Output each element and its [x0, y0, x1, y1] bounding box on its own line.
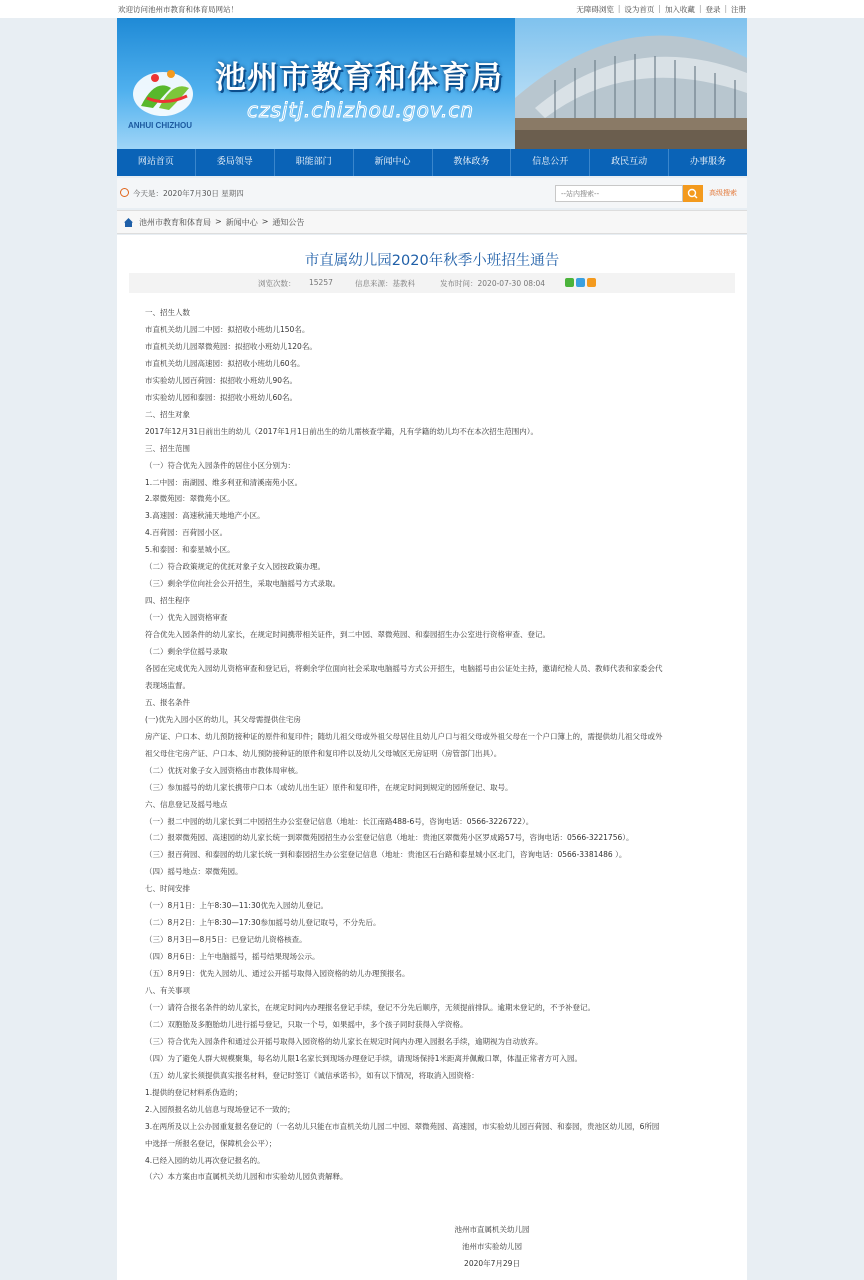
nav-info-public[interactable]: 信息公开: [511, 149, 590, 176]
article-line: 一、招生人数: [145, 308, 190, 317]
top-links: 无障碍浏览 | 设为首页 | 加入收藏 | 登录 | 注册: [576, 4, 746, 14]
article-line: 六、信息登记及摇号地点: [145, 799, 228, 809]
nav-interaction[interactable]: 政民互动: [590, 149, 669, 176]
current-date: 今天是：2020年7月30日 星期四: [133, 189, 244, 198]
article-line: （四）为了避免人群大规模聚集，每名幼儿限1名家长到现场办理登记手续，请现场保持1米距离并佩戴口罩，体温正常者方可入园。: [145, 1053, 583, 1063]
stadium-image: [515, 18, 747, 149]
article-line: （四）8月6日：上午电脑摇号，摇号结果现场公示。: [145, 952, 320, 962]
article-line: （三）报百荷园、和泰园的幼儿家长统一到和泰园招生办公室登记信息（地址：贵池区石台路和泰星城小区北门，咨询电话：0566-3381486 ）。: [145, 850, 627, 860]
article-line: 1.提供的登记材料系伪造的；: [145, 1087, 243, 1097]
set-homepage-link[interactable]: 设为首页: [624, 5, 655, 14]
article-line: 市实验幼儿园和泰园：拟招收小班幼儿60名。: [145, 392, 298, 402]
signature-org-1: 池州市直属机关幼儿园: [454, 1225, 530, 1234]
breadcrumb: [117, 210, 747, 234]
article-line: （一）优先入园资格审查: [145, 613, 228, 623]
article-line: （三）剩余学位向社会公开招生，采取电脑摇号方式录取。: [145, 579, 340, 589]
article-line: （二）剩余学位摇号录取: [145, 647, 228, 656]
views-label: 浏览次数：: [258, 279, 296, 288]
article-line: 三、招生范围: [145, 443, 190, 453]
article-line: 5.和泰园：和泰星城小区。: [145, 545, 235, 555]
article-signature: [417, 1221, 567, 1272]
nav-home[interactable]: 网站首页: [117, 149, 196, 176]
breadcrumb-sep: >: [215, 217, 222, 226]
article-line: （五）幼儿家长须提供真实报名材料，登记时签订《诚信承诺书》，如有以下情况，将取消入园资格：: [145, 1070, 479, 1080]
advanced-search-link[interactable]: 高级搜索: [709, 189, 737, 197]
signature-org-2: 池州市实验幼儿园: [462, 1242, 522, 1251]
search-button[interactable]: [683, 185, 703, 202]
weibo-share-icon[interactable]: [576, 278, 585, 287]
login-link[interactable]: 登录: [705, 5, 721, 14]
article-line: 3.高速园：高速秋浦天地地产小区。: [145, 511, 265, 521]
article-line: （一）报二中园的幼儿家长到二中园招生办公室登记信息（地址：长江南路488-6号，咨询电话：0566-3226722）。: [145, 816, 534, 826]
article-line: 市实验幼儿园百荷园：拟招收小班幼儿90名。: [145, 375, 298, 385]
site-domain: czsjtj.chizhou.gov.cn: [247, 98, 475, 122]
article-line: （一）符合优先入园条件的居住小区分别为：: [145, 460, 295, 470]
search-input[interactable]: [555, 185, 683, 202]
article-line: 各园在完成优先入园幼儿资格审查和登记后，将剩余学位面向社会采取电脑摇号方式公开招生，电脑摇号由公证处主持，邀请纪检人员、教师代表和家委会代: [145, 663, 663, 673]
article-source: 信息来源：基教科: [355, 279, 415, 288]
article-line: 2.翠微苑园：翠微苑小区。: [145, 494, 235, 504]
article-line: 中选择一所报名登记，保障机会公平）；: [145, 1138, 277, 1148]
views-count: 15257: [309, 278, 333, 287]
welcome-text: 欢迎访问池州市教育和体育局网站！: [118, 5, 238, 14]
article-line: 二、招生对象: [145, 409, 190, 419]
article-line: （二）双胞胎及多胞胎幼儿进行摇号登记，只取一个号，如果摇中，多个孩子同时获得入学资格。: [145, 1019, 468, 1029]
breadcrumb-news[interactable]: 新闻中心: [225, 218, 258, 227]
register-link[interactable]: 注册: [731, 5, 746, 14]
article-line: 符合优先入园条件的幼儿家长，在规定时间携带相关证件，到二中园、翠微苑园、和泰园招生办公室进行资格审查、登记。: [145, 630, 550, 640]
article-line: （二）报翠微苑园、高速园的幼儿家长统一到翠微苑园招生办公室登记信息（地址：贵池区翠微苑小区罗成路57号，咨询电话：0566-3221756）。: [145, 833, 634, 843]
wechat-share-icon[interactable]: [565, 278, 574, 287]
home-icon: [123, 217, 134, 228]
article-line: 1.二中园：南湖园、维多利亚和清溪南苑小区。: [145, 477, 303, 487]
nav-affairs[interactable]: 教体政务: [433, 149, 512, 176]
article-line: （三）参加摇号的幼儿家长携带户口本（或幼儿出生证）原件和复印件，在规定时间到规定的园所登记、取号。: [145, 782, 513, 792]
article-line: (一)优先入园小区的幼儿，其父母需提供住宅房: [145, 714, 301, 724]
article-line: 祖父母住宅房产证、户口本、幼儿预防接种证的原件和复印件以及幼儿父母城区无房证明（房管部门出具）。: [145, 748, 502, 758]
article-line: （一）请符合报名条件的幼儿家长，在规定时间内办理报名登记手续，登记不分先后顺序，无须提前排队。逾期未登记的，不予补登记。: [145, 1002, 595, 1012]
favorite-share-icon[interactable]: [587, 278, 596, 287]
article-line: 市直机关幼儿园翠微苑园：拟招收小班幼儿120名。: [145, 341, 317, 351]
article-line: （三）8月3日—8月5日：已登记幼儿资格核查。: [145, 935, 307, 945]
article-panel: [117, 235, 747, 1280]
article-line: （五）8月9日：优先入园幼儿、通过公开摇号取得入园资格的幼儿办理预报名。: [145, 969, 410, 979]
top-bar: [0, 0, 864, 18]
nav-leadership[interactable]: 委局领导: [196, 149, 275, 176]
article-line: 4.已经入园的幼儿再次登记报名的。: [145, 1155, 265, 1165]
article-line: 四、招生程序: [145, 596, 190, 606]
article-line: 2017年12月31日前出生的幼儿（2017年1月1日前出生的幼儿需核查学籍，凡有学籍的幼儿均不在本次招生范围内）。: [145, 426, 539, 436]
article-line: 3.在两所及以上公办园重复报名登记的（一名幼儿只能在市直机关幼儿园二中园、翠微苑园、高速园，市实验幼儿园百荷园、和泰园，贵池区幼儿园，6所园: [145, 1121, 660, 1131]
date-search-bar: [117, 178, 747, 208]
main-nav: [117, 149, 747, 176]
search-icon: [683, 185, 703, 202]
site-banner: [117, 18, 747, 149]
article-line: （六）本方案由市直属机关幼儿园和市实验幼儿园负责解释。: [145, 1172, 348, 1182]
article-line: 市直机关幼儿园二中园：拟招收小班幼儿150名。: [145, 324, 310, 334]
article-line: （四）摇号地点：翠微苑园。: [145, 867, 243, 877]
article-line: 市直机关幼儿园高速园：拟招收小班幼儿60名。: [145, 358, 305, 368]
breadcrumb-home[interactable]: 池州市教育和体育局: [139, 218, 211, 227]
logo-text: ANHUI CHIZHOU: [128, 121, 192, 130]
site-logo[interactable]: [125, 58, 207, 133]
article-line: 4.百荷园：百荷园小区。: [145, 528, 228, 538]
article-line: 2.入园预报名幼儿信息与现场登记不一致的；: [145, 1104, 295, 1114]
article-line: （一）8月1日：上午8:30—11:30优先入园幼儿登记。: [145, 901, 328, 911]
nav-departments[interactable]: 职能部门: [275, 149, 354, 176]
publish-time: 发布时间：2020-07-30 08:04: [440, 279, 546, 288]
article-line: （二）符合政策规定的优抚对象子女入园按政策办理。: [145, 562, 325, 572]
article-line: 表现场监督。: [145, 680, 190, 690]
article-line: （三）符合优先入园条件和通过公开摇号取得入园资格的幼儿家长在规定时间内办理入园报名手续，逾期视为自动放弃。: [145, 1036, 543, 1046]
clock-icon: [120, 188, 129, 197]
article-meta: [129, 273, 735, 293]
add-favorite-link[interactable]: 加入收藏: [664, 5, 695, 14]
site-title: 池州市教育和体育局: [215, 60, 503, 96]
article-line: （二）8月2日：上午8:30—17:30参加摇号幼儿登记取号，不分先后。: [145, 918, 381, 928]
nav-services[interactable]: 办事服务: [690, 157, 727, 167]
article-line: （二）优抚对象子女入园资格由市教体局审核。: [145, 765, 303, 775]
article-line: 房产证、户口本、幼儿预防接种证的原件和复印件；随幼儿祖父母或外祖父母居住且幼儿户口与祖父母或外祖父母在一个户口簿上的，需提供幼儿祖父母或外: [145, 731, 663, 741]
article-line: 五、报名条件: [145, 697, 190, 707]
breadcrumb-notice[interactable]: 通知公告: [272, 218, 305, 227]
signature-date: 2020年7月29日: [464, 1259, 520, 1268]
article-line: 八、有关事项: [145, 986, 190, 995]
accessibility-link[interactable]: 无障碍浏览: [576, 5, 614, 14]
article-line: 七、时间安排: [145, 884, 190, 894]
nav-news[interactable]: 新闻中心: [354, 149, 433, 176]
article-title: 市直属幼儿园2020年秋季小班招生通告: [304, 253, 560, 269]
breadcrumb-sep: >: [261, 217, 269, 226]
